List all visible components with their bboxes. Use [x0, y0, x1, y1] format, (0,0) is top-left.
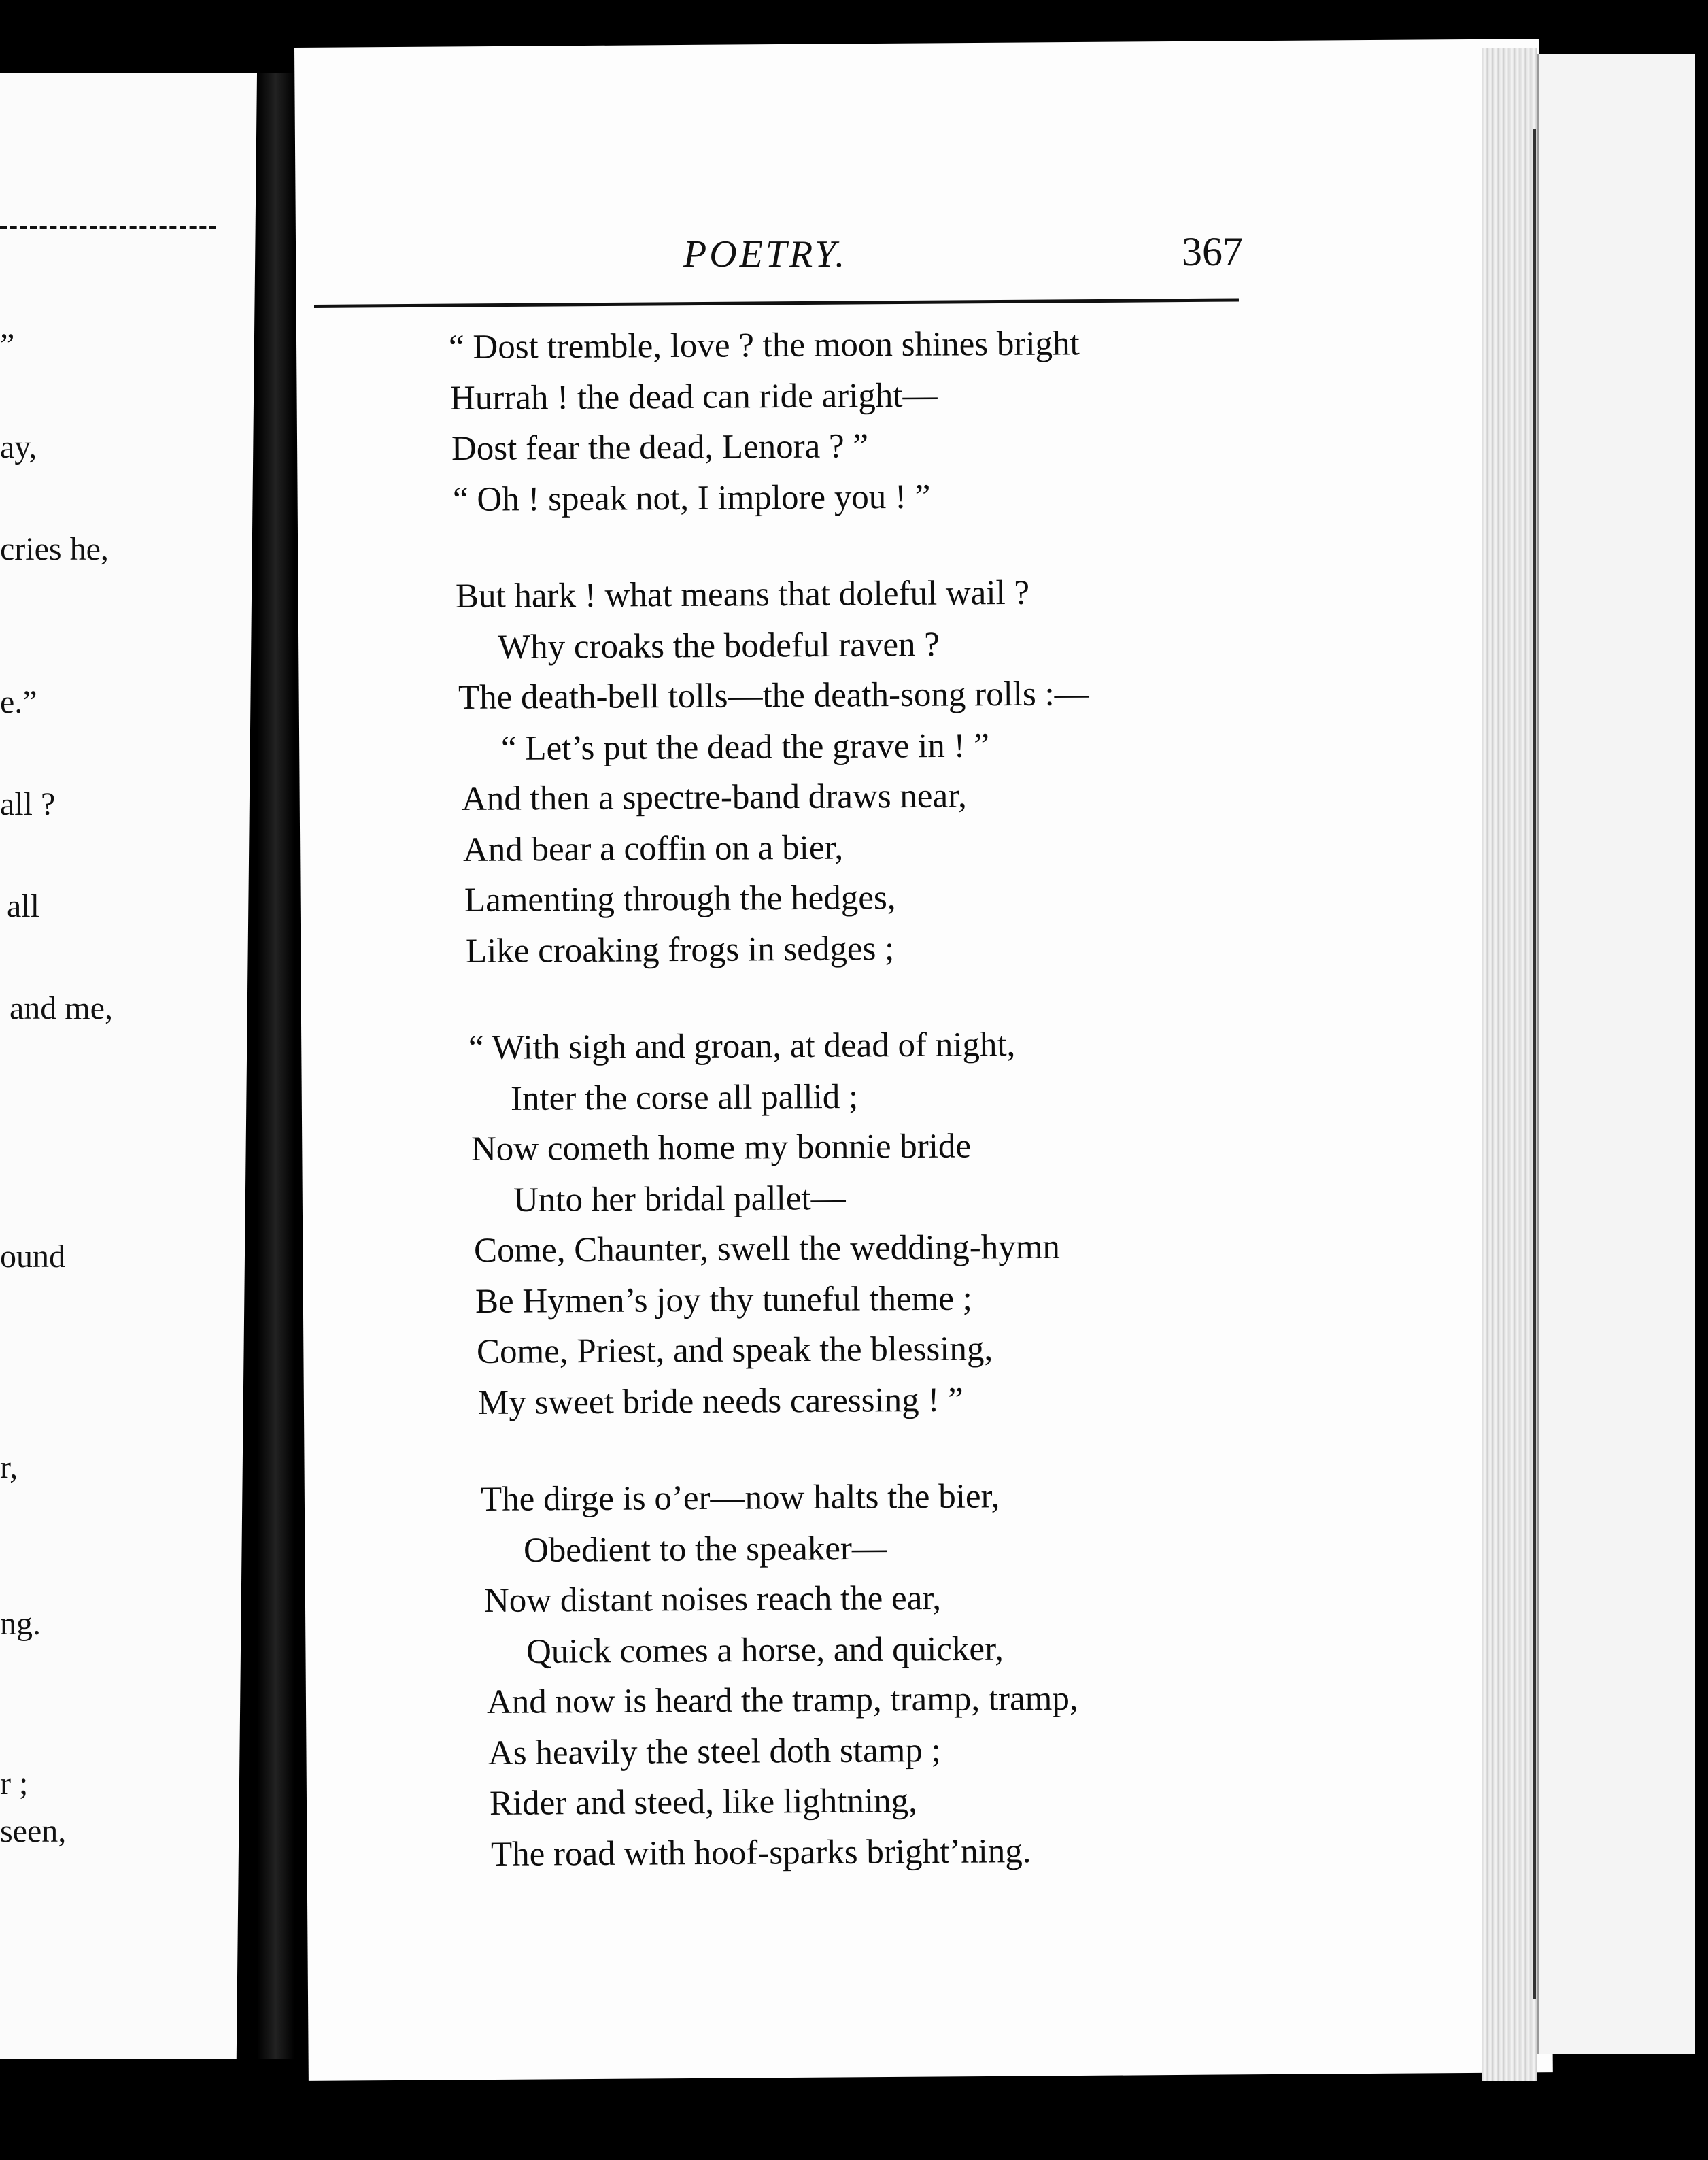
- page-number: 367: [1182, 229, 1243, 274]
- book-gutter: [257, 73, 294, 2059]
- poem-line: “ Oh ! speak not, I implore you ! ”: [453, 477, 931, 519]
- left-page-fragment: and me,: [10, 990, 113, 1026]
- poem-line: And then a spectre-band draws near,: [461, 777, 967, 818]
- poem-line: Hurrah ! the dead can ride aright—: [449, 376, 938, 418]
- poem-line: Quick comes a horse, and quicker,: [526, 1630, 1004, 1671]
- left-page-fragment: all ?: [0, 786, 56, 822]
- poem-line: Unto her bridal pallet—: [513, 1179, 846, 1219]
- left-page-fragment: ound: [0, 1238, 65, 1275]
- poem-line: Lamenting through the hedges,: [464, 879, 896, 919]
- left-page-fragment: seen,: [0, 1813, 67, 1849]
- left-page-fragment: e.”: [0, 684, 37, 720]
- poem-line: My sweet bride needs caressing ! ”: [478, 1381, 964, 1422]
- poem-line: Now cometh home my bonnie bride: [471, 1127, 972, 1168]
- page-edges: [1482, 48, 1537, 2081]
- outer-leaf: [1537, 54, 1695, 2054]
- left-page-fragment: ng.: [0, 1606, 41, 1642]
- poem-line: Come, Priest, and speak the blessing,: [477, 1330, 993, 1371]
- poem-line: “ Dost tremble, love ? the moon shines bright: [448, 324, 1080, 367]
- poem-line: Inter the corse all pallid ;: [510, 1077, 859, 1118]
- poem-line: Obedient to the speaker—: [523, 1529, 887, 1570]
- poem-line: The dirge is o’er—now halts the bier,: [481, 1477, 1000, 1519]
- poem-line: As heavily the steel doth stamp ;: [488, 1731, 941, 1772]
- left-page-fragment: cries he,: [0, 531, 109, 567]
- left-page-fragment: ”: [0, 327, 15, 363]
- leaf-edge-line: [1533, 129, 1536, 1999]
- poem-line: Come, Chaunter, swell the wedding-hymn: [474, 1228, 1061, 1270]
- left-page: [0, 73, 257, 2059]
- left-page-fragment: r,: [0, 1449, 18, 1485]
- left-page-rule: [0, 226, 216, 229]
- running-head: POETRY.: [683, 233, 848, 275]
- left-page-fragment: r ;: [0, 1766, 29, 1802]
- poem-line: Rider and steed, like lightning,: [489, 1782, 917, 1823]
- poem-line: Now distant noises reach the ear,: [483, 1579, 941, 1620]
- poem-line: But hark ! what means that doleful wail ?: [456, 573, 1030, 615]
- poem-line: And bear a coffin on a bier,: [462, 828, 844, 869]
- poem-line: The road with hoof-sparks bright’ning.: [490, 1832, 1031, 1874]
- poem-line: Like croaking frogs in sedges ;: [465, 929, 895, 971]
- poem-line: Why croaks the bodeful raven ?: [498, 625, 940, 666]
- poem-line: Dost fear the dead, Lenora ? ”: [451, 427, 869, 468]
- poem-line: “ Let’s put the dead the grave in ! ”: [500, 726, 989, 768]
- left-page-fragment: ay,: [0, 429, 37, 465]
- poem-line: And now is heard the tramp, tramp, tramp,: [486, 1679, 1078, 1721]
- left-page-fragment: all: [7, 888, 39, 924]
- poem-line: The death-bell tolls—the death-song rolls :—: [458, 675, 1090, 717]
- poem-line: “ With sigh and groan, at dead of night,: [468, 1026, 1016, 1067]
- poem-line: Be Hymen’s joy thy tuneful theme ;: [475, 1279, 973, 1321]
